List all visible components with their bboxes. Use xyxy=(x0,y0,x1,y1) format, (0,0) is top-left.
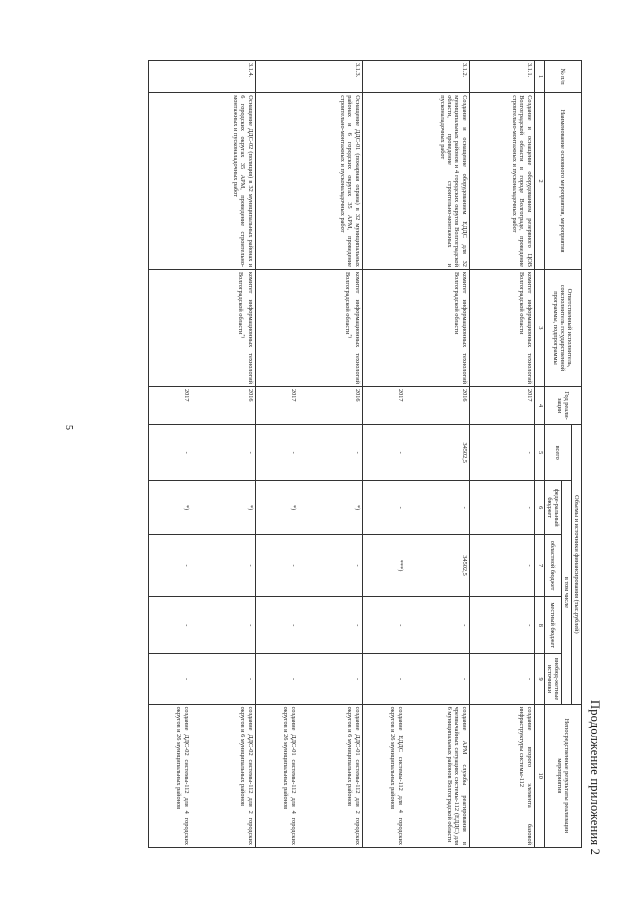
executor-text: комитет информационных технологий Волгоградской области xyxy=(237,271,254,384)
regional-amount: - xyxy=(255,535,298,597)
local-amount: - xyxy=(191,597,256,654)
federal-amount: *) xyxy=(255,481,298,535)
local-amount: - xyxy=(362,597,405,654)
federal-amount: *) xyxy=(148,481,191,535)
extra-amount: - xyxy=(148,654,191,704)
col-number: 7 xyxy=(534,535,544,597)
result: создание ДДС-02 системы-112 для 4 городских округов и 26 муниципальных районов xyxy=(148,704,191,847)
local-amount: - xyxy=(469,597,534,654)
col-number: 10 xyxy=(534,704,544,847)
row-number: 3.1.1. xyxy=(469,61,534,93)
year: 2017 xyxy=(148,386,191,424)
year: 2016 xyxy=(405,386,470,424)
local-amount: - xyxy=(405,597,470,654)
regional-amount: ***) xyxy=(362,535,405,597)
extra-amount: - xyxy=(362,654,405,704)
activity-name: Создание и оснащение оборудованием резервного ЦОВ Волгоградской области в городе Волгограде, проведение строительно-монтажных и пусконаладочных работ xyxy=(469,93,534,270)
regional-amount: - xyxy=(148,535,191,597)
total-amount: - xyxy=(362,425,405,481)
header-funding: Объемы и источники финансирования (тыс.рублей) xyxy=(571,425,581,704)
executor xyxy=(148,269,255,386)
funding-table xyxy=(148,60,582,848)
col-number: 9 xyxy=(534,654,544,704)
activity-name: Создание и оснащение оборудованием ЕДДС для 32 муниципальных районов и 4 городских округов Волгоградской области, проведение строительно-монтажных и пусконаладочных работ xyxy=(362,93,469,270)
result: создание ДДС-01 системы-112 для 4 городских округов и 26 муниципальных районов xyxy=(255,704,298,847)
col-number: 8 xyxy=(534,597,544,654)
col-number: 1 xyxy=(534,61,544,93)
extra-amount: - xyxy=(191,654,256,704)
col-number: 3 xyxy=(534,269,544,386)
col-number: 4 xyxy=(534,386,544,424)
total-amount: - xyxy=(255,425,298,481)
local-amount: - xyxy=(298,597,363,654)
result: создание второго элемента базовой инфраструктуры системы-112 xyxy=(469,704,534,847)
executor: комитет информационных технологий Волгоградской области xyxy=(469,269,534,386)
federal-amount: - xyxy=(405,481,470,535)
table-row xyxy=(191,61,256,848)
total-amount: - xyxy=(298,425,363,481)
header-executor: Ответственный исполнитель, соисполнитель государственной программы, подпрограммы xyxy=(544,269,581,386)
federal-amount: - xyxy=(362,481,405,535)
executor xyxy=(255,269,362,386)
extra-amount: - xyxy=(298,654,363,704)
extra-amount: - xyxy=(405,654,470,704)
appendix-heading: Продолжение приложения 2 xyxy=(588,700,602,856)
header-name: Наименование основного мероприятия, мероприятия xyxy=(544,93,581,270)
year: 2017 xyxy=(469,386,534,424)
extra-amount: - xyxy=(469,654,534,704)
executor: комитет информационных технологий Волгоградской области xyxy=(362,269,469,386)
federal-amount: - xyxy=(469,481,534,535)
year: 2017 xyxy=(255,386,298,424)
activity-name: Оснащение ДДС-02 (полиция) в 32 муниципальных районах и 6 городских округах 35 АРМ, проведение строительно-монтажных и пусконаладочных работ xyxy=(148,93,255,270)
result: создание АРМ службы реагирования в чрезвычайных ситуациях системы-112 (ЕДДС) для 6 муниципальных районов Волгоградской области xyxy=(405,704,470,847)
col-number: 6 xyxy=(534,481,544,535)
year: 2016 xyxy=(191,386,256,424)
table-row xyxy=(298,61,363,848)
total-amount: - xyxy=(469,425,534,481)
table-row xyxy=(405,61,470,848)
col-number: 5 xyxy=(534,425,544,481)
year: 2016 xyxy=(298,386,363,424)
row-number: 3.1.2. xyxy=(362,61,469,93)
result: создание ДДС-01 системы-112 для 2 городских округов и 6 муниципальных районов xyxy=(298,704,363,847)
regional-amount: - xyxy=(191,535,256,597)
federal-amount: *) xyxy=(298,481,363,535)
header-extra: внебюд-жетные источники xyxy=(544,654,561,704)
total-amount: 34502,5 xyxy=(405,425,470,481)
regional-amount: 34502,5 xyxy=(405,535,470,597)
regional-amount: - xyxy=(298,535,363,597)
header-local: местный бюджет xyxy=(544,597,561,654)
header-results: Непосредственные результаты реализации мероприятия xyxy=(544,704,581,847)
footnote-mark: *) xyxy=(348,334,354,339)
result: создание ДДС-02 системы-112 для 2 городских округов и 6 муниципальных районов xyxy=(191,704,256,847)
extra-amount: - xyxy=(255,654,298,704)
year: 2017 xyxy=(362,386,405,424)
local-amount: - xyxy=(255,597,298,654)
regional-amount: - xyxy=(469,535,534,597)
footnote-mark: *) xyxy=(241,334,247,339)
row-number: 3.1.4. xyxy=(148,61,255,93)
local-amount: - xyxy=(148,597,191,654)
header-federal: феде-ральный бюджет xyxy=(544,481,561,535)
header-incl: в том числе xyxy=(561,481,571,704)
header-year: Год реали-зации xyxy=(544,386,581,424)
total-amount: - xyxy=(148,425,191,481)
federal-amount: *) xyxy=(191,481,256,535)
activity-name: Оснащение ДДС-01 (пожарная охрана) в 32 муниципальных районах и 6 городских округах 35 АРМ, проведение строительно-монтажных и пусконаладочных работ xyxy=(255,93,362,270)
col-number: 2 xyxy=(534,93,544,270)
header-regional: областной бюджет xyxy=(544,535,561,597)
table-row xyxy=(469,61,534,848)
header-no: № п/п xyxy=(544,61,581,93)
result: создание ЕДДС системы-112 для 4 городских округов и 26 муниципальных районов xyxy=(362,704,405,847)
page-number: 5 xyxy=(63,425,74,430)
executor-text: комитет информационных технологий Волгоградской области xyxy=(344,271,361,384)
row-number: 3.1.3. xyxy=(255,61,362,93)
header-total: всего xyxy=(544,425,571,481)
total-amount: - xyxy=(191,425,256,481)
